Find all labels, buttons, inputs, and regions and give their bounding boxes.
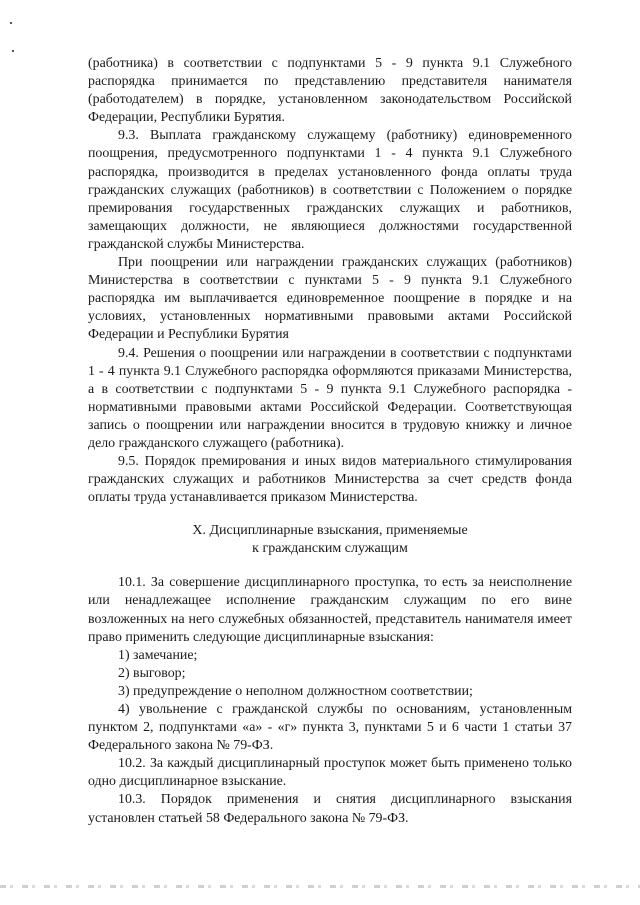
section-heading [88, 522, 572, 558]
section-heading-line-2: к гражданским служащим [252, 541, 408, 557]
paragraphs-bottom [88, 574, 572, 827]
paragraph-li-1: 1) замечание; [118, 647, 198, 663]
scan-dot-top [10, 22, 12, 24]
paragraph-p-9-3: 9.3. Выплата гражданскому служащему (работнику) единовременного поощрения, предусмотренного подпунктами 1 - 4 пункта 9.1 Служебного распорядка, производится в пределах установленного фонда оплаты труда гражданских служащих (работников) в соответствии с Положением о порядке премирования государственных гражданских служащих и работников, замещающих должности, не являющиеся должностями государственной гражданской службы Министерства. [88, 128, 572, 252]
paragraph-p-10-1: 10.1. За совершение дисциплинарного проступка, то есть за неисполнение или ненадлежащее исполнение гражданским служащим по его вине возложенных на него служебных обязанностей, представитель нанимателя имеет право применить следующие дисциплинарные взыскания: [88, 575, 572, 645]
document-page [88, 55, 572, 828]
paragraph-li-2: 2) выговор; [118, 665, 186, 681]
paragraph-p-9-4: 9.4. Решения о поощрении или награждении в соответствии с подпунктами 1 - 4 пункта 9.1 Служебного распорядка оформляются приказами Министерства, а в соответствии с подпунктами 5 - 9 пункта 9.1 Служебного распорядка - нормативными правовыми актами Российской Федерации. Соответствующая запись о поощрении или награждении вносится в трудовую книжку и личное дело гражданского служащего (работника). [88, 345, 572, 451]
paragraphs-top [88, 55, 572, 507]
paragraph-p-cont: (работника) в соответствии с подпунктами 5 - 9 пункта 9.1 Служебного распорядка принимается по представлению представителя нанимателя (работодателем) в порядке, установленном законодательством Российской Федерации, Республики Бурятия. [88, 56, 572, 126]
paragraph-p-10-2: 10.2. За каждый дисциплинарный проступок может быть применено только одно дисциплинарное взыскание. [88, 756, 572, 790]
paragraph-p-10-3: 10.3. Порядок применения и снятия дисциплинарного взыскания установлен статьей 58 Федерального закона № 79-ФЗ. [88, 792, 572, 826]
scan-edge-noise [0, 885, 640, 888]
paragraph-li-3: 3) предупреждение о неполном должностном соответствии; [118, 683, 473, 699]
paragraph-li-4: 4) увольнение с гражданской службы по основаниям, установленным пунктом 2, подпунктами «а» - «г» пункта 3, пунктами 5 и 6 части 1 статьи 37 Федерального закона № 79-ФЗ. [88, 702, 572, 754]
section-heading-line-1: X. Дисциплинарные взыскания, применяемые [192, 523, 468, 539]
paragraph-p-9-5: 9.5. Порядок премирования и иных видов материального стимулирования гражданских служащих и работников Министерства за счет средств фонда оплаты труда устанавливается приказом Министерства. [88, 454, 572, 506]
scan-dot-side [12, 50, 14, 52]
paragraph-p-award: При поощрении или награждении гражданских служащих (работников) Министерства в соответствии с пунктами 5 - 9 пункта 9.1 Служебного распорядка им выплачивается единовременное поощрение в порядке и на условиях, установленных нормативными правовыми актами Российской Федерации и Республики Бурятия [88, 255, 572, 343]
